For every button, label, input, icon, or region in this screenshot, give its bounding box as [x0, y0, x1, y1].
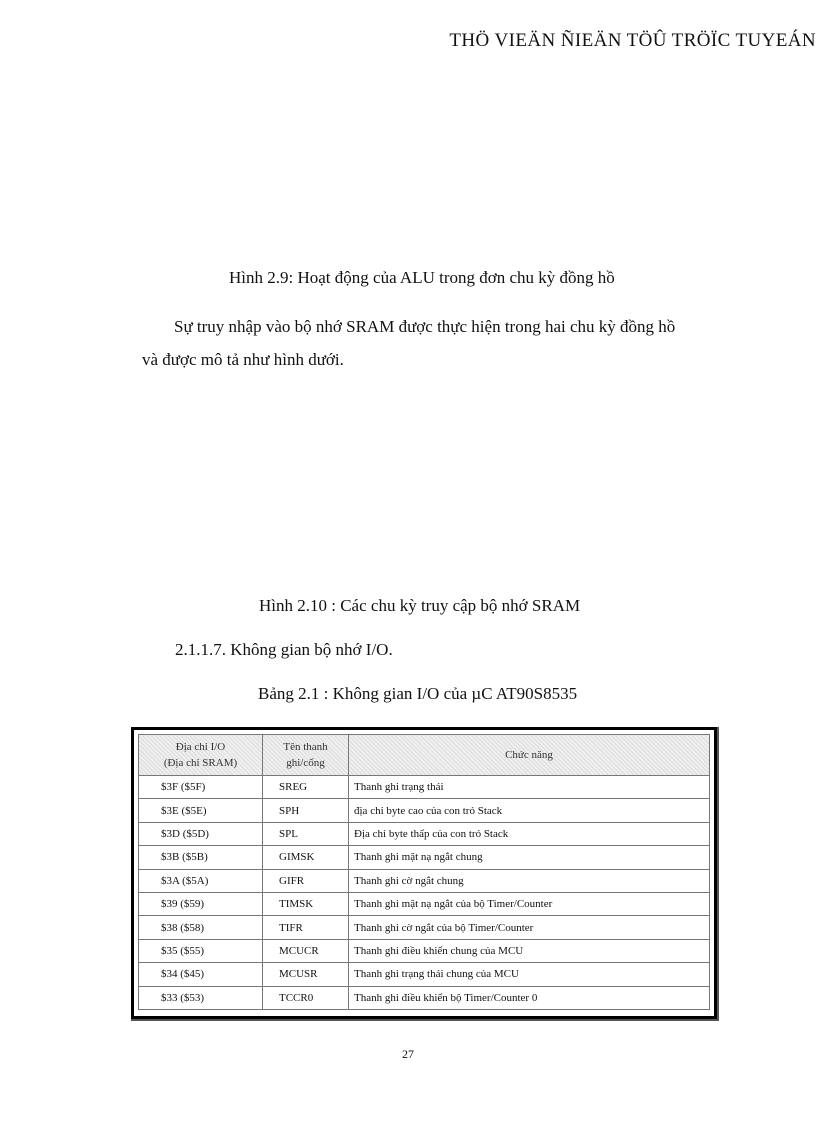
table-row: [139, 822, 710, 845]
cell-address: $3A ($5A): [139, 869, 263, 892]
header-register-name-line2: ghi/cổng: [286, 757, 325, 769]
section-heading: 2.1.1.7. Không gian bộ nhớ I/O.: [175, 640, 393, 659]
cell-function: Thanh ghi cờ ngắt của bộ Timer/Counter: [349, 916, 710, 939]
cell-function: địa chỉ byte cao của con trỏ Stack: [349, 799, 710, 822]
cell-register: GIFR: [263, 869, 349, 892]
figure-2-9-caption: Hình 2.9: Hoạt động của ALU trong đơn chu kỳ đồng hồ: [229, 268, 615, 287]
header-io-address: [139, 735, 263, 776]
cell-register: TIFR: [263, 916, 349, 939]
table-row: [139, 963, 710, 986]
table-caption: Bảng 2.1 : Không gian I/O của µC AT90S8535: [258, 684, 578, 703]
cell-function: Thanh ghi cờ ngắt chung: [349, 869, 710, 892]
cell-register: GIMSK: [263, 846, 349, 869]
table-row: [139, 986, 710, 1009]
table-row: [139, 799, 710, 822]
table-header-row: [139, 735, 710, 776]
cell-address: $38 ($58): [139, 916, 263, 939]
cell-address: $3F ($5F): [139, 776, 263, 799]
table-row: [139, 916, 710, 939]
cell-address: $35 ($55): [139, 939, 263, 962]
cell-address: $3D ($5D): [139, 822, 263, 845]
header-io-address-line2: (Địa chỉ SRAM): [163, 757, 238, 769]
cell-register: SPL: [263, 822, 349, 845]
table-row: [139, 939, 710, 962]
table-row: [139, 892, 710, 915]
cell-register: MCUSR: [263, 963, 349, 986]
cell-address: $39 ($59): [139, 892, 263, 915]
cell-register: TCCR0: [263, 986, 349, 1009]
table-row: [139, 869, 710, 892]
cell-register: TIMSK: [263, 892, 349, 915]
cell-register: MCUCR: [263, 939, 349, 962]
cell-address: $3E ($5E): [139, 799, 263, 822]
header-io-address-line1: Địa chỉ I/O: [175, 741, 226, 753]
cell-function: Thanh ghi mặt nạ ngắt của bộ Timer/Counter: [349, 892, 710, 915]
cell-address: $34 ($45): [139, 963, 263, 986]
table-row: [139, 776, 710, 799]
cell-register: SPH: [263, 799, 349, 822]
io-space-table: [138, 734, 710, 1010]
page-number: 27: [402, 1047, 414, 1061]
cell-function: Thanh ghi mặt nạ ngắt chung: [349, 846, 710, 869]
paragraph-line-2: và được mô tả như hình dưới.: [142, 350, 344, 369]
io-space-table-frame: [131, 727, 717, 1019]
page-header: THÖ VIEÄN ÑIEÄN TÖÛ TRÖÏC TUYEÁN: [449, 30, 816, 51]
cell-function: Thanh ghi điều khiển chung của MCU: [349, 939, 710, 962]
cell-function: Thanh ghi trạng thái: [349, 776, 710, 799]
paragraph-line-1: Sự truy nhập vào bộ nhớ SRAM được thực hiện trong hai chu kỳ đồng hồ: [174, 317, 676, 336]
cell-address: $33 ($53): [139, 986, 263, 1009]
cell-function: Địa chỉ byte thấp của con trỏ Stack: [349, 822, 710, 845]
header-register-name-line1: Tên thanh: [283, 741, 328, 753]
cell-function: Thanh ghi điều khiển bộ Timer/Counter 0: [349, 986, 710, 1009]
table-row: [139, 846, 710, 869]
figure-2-10-caption: Hình 2.10 : Các chu kỳ truy cập bộ nhớ SRAM: [259, 596, 581, 615]
cell-function: Thanh ghi trạng thái chung của MCU: [349, 963, 710, 986]
cell-address: $3B ($5B): [139, 846, 263, 869]
header-function: Chức năng: [349, 735, 710, 776]
cell-register: SREG: [263, 776, 349, 799]
header-register-name: [263, 735, 349, 776]
